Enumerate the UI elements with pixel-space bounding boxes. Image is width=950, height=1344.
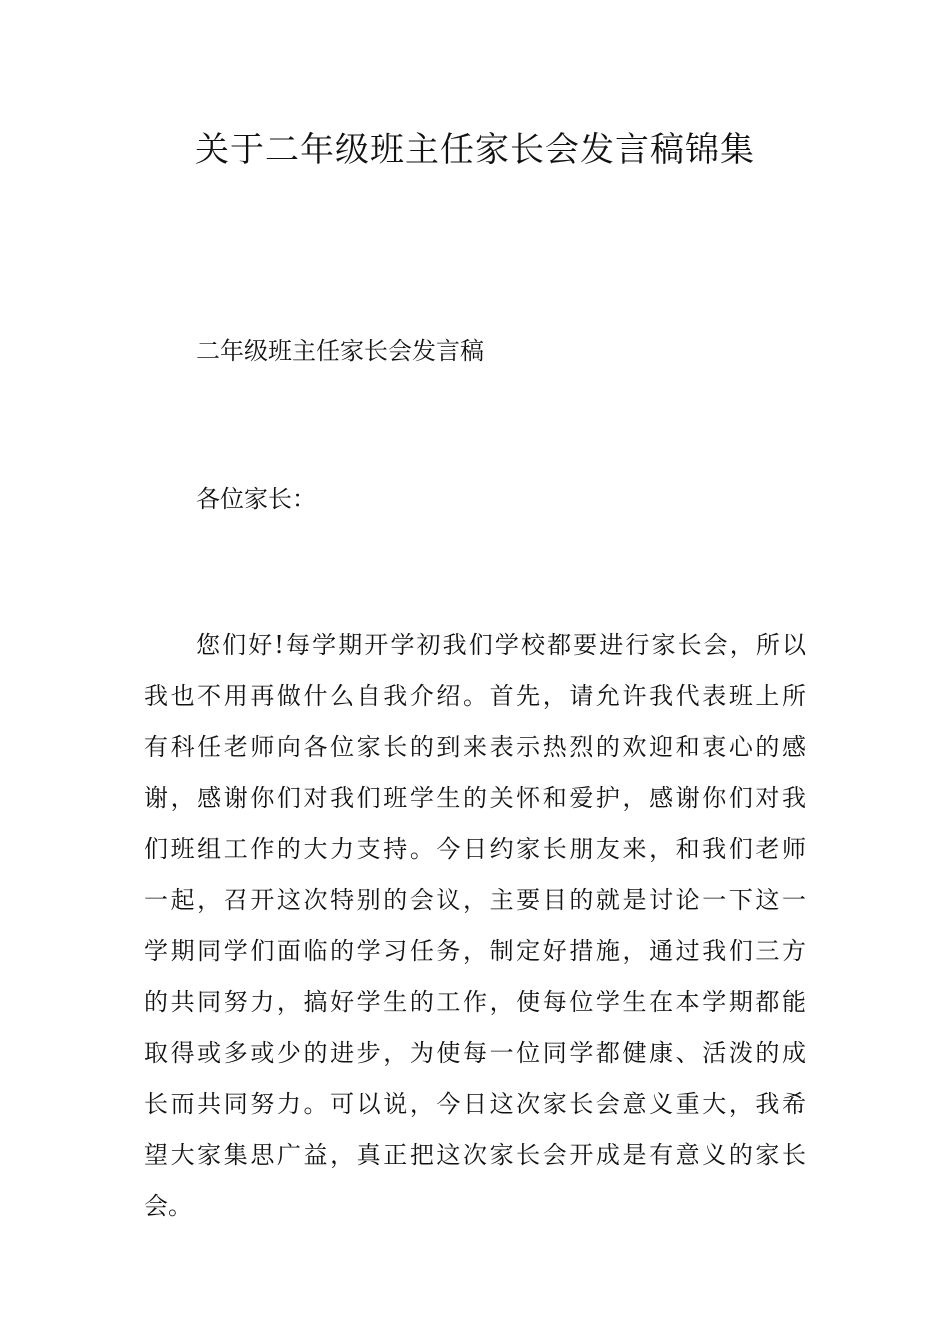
- paragraph-line: 取得或多或少的进步，为使每一位同学都健康、活泼的成: [144, 1039, 806, 1067]
- document-subtitle: 二年级班主任家长会发言稿: [196, 337, 484, 365]
- body-paragraph: [144, 628, 806, 1240]
- paragraph-line: 学期同学们面临的学习任务，制定好措施，通过我们三方: [144, 937, 806, 965]
- paragraph-line: 长而共同努力。可以说，今日这次家长会意义重大，我希: [144, 1090, 806, 1118]
- paragraph-line: 的共同努力，搞好学生的工作，使每位学生在本学期都能: [144, 988, 806, 1016]
- paragraph-line: 会。: [144, 1192, 192, 1220]
- paragraph-line: 望大家集思广益，真正把这次家长会开成是有意义的家长: [144, 1141, 806, 1169]
- paragraph-line: 我也不用再做什么自我介绍。首先，请允许我代表班上所: [144, 682, 806, 710]
- paragraph-line: 一起，召开这次特别的会议，主要目的就是讨论一下这一: [144, 886, 806, 914]
- salutation: 各位家长：: [196, 485, 316, 513]
- paragraph-line: 有科任老师向各位家长的到来表示热烈的欢迎和衷心的感: [144, 733, 806, 761]
- paragraph-line: 谢，感谢你们对我们班学生的关怀和爱护，感谢你们对我: [144, 784, 806, 812]
- document-title: 关于二年级班主任家长会发言稿锦集: [195, 130, 755, 170]
- paragraph-line: 们班组工作的大力支持。今日约家长朋友来，和我们老师: [144, 835, 806, 863]
- paragraph-line: 您们好!每学期开学初我们学校都要进行家长会，所以: [196, 631, 806, 659]
